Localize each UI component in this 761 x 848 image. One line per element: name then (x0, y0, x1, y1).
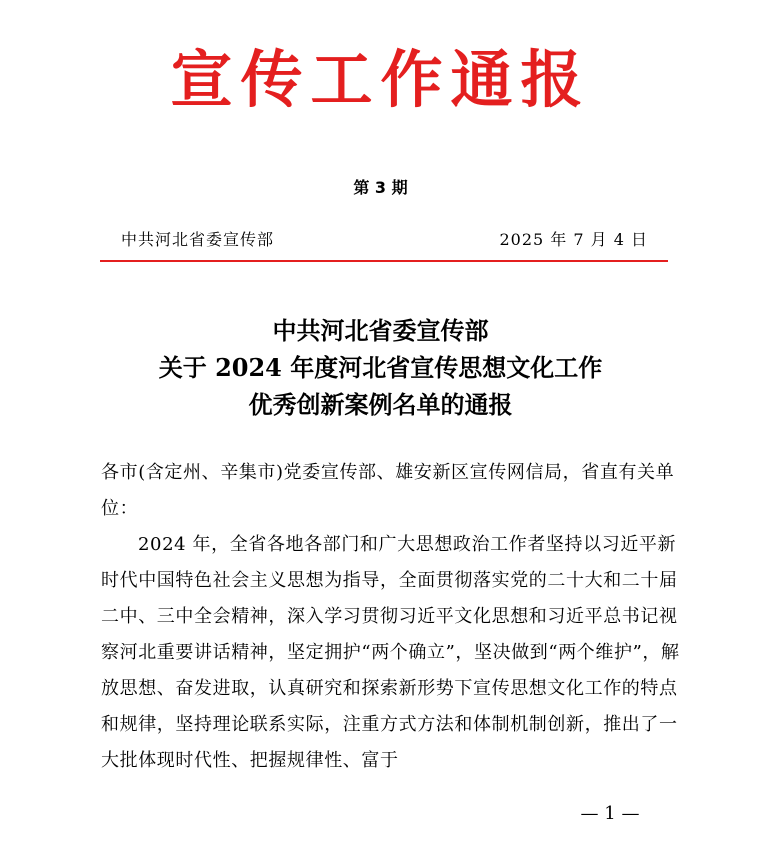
header-divider (100, 260, 668, 262)
title-line-1: 中共河北省委宣传部 (272, 316, 489, 345)
issuer-name: 中共河北省委宣传部 (121, 230, 275, 249)
body-paragraph: 2024 年，全省各地各部门和广大思想政治工作者坚持以习近平新时代中国特色社会主义思想为指导，全面贯彻落实党的二十大和二十届二中、三中全会精神，深入学习贯彻习近平文化思想和习近平总书记视察河北重要讲话精神，坚定拥护“两个确立”，坚决做到“两个维护”，解放思想、奋发进取，认真研究和探索新形势下宣传思想文化工作的特点和规律，坚持理论联系实际，注重方式方法和体制机制创新，推出了一大批体现时代性、把握规律性、富于 (101, 534, 680, 771)
issue-number: 第 3 期 (353, 178, 408, 197)
issue-date: 2025 年 7 月 4 日 (499, 230, 648, 249)
title-line-3: 优秀创新案例名单的通报 (248, 390, 513, 419)
document-title (0, 312, 761, 423)
salutation: 各市(含定州、辛集市)党委宣传部、雄安新区宣传网信局，省直有关单位： (101, 462, 675, 519)
page-number: — 1 — (580, 803, 640, 824)
masthead-title: 宣传工作通报 (170, 43, 591, 116)
document-body (101, 455, 681, 779)
title-line-2: 关于 2024 年度河北省宣传思想文化工作 (158, 353, 603, 382)
